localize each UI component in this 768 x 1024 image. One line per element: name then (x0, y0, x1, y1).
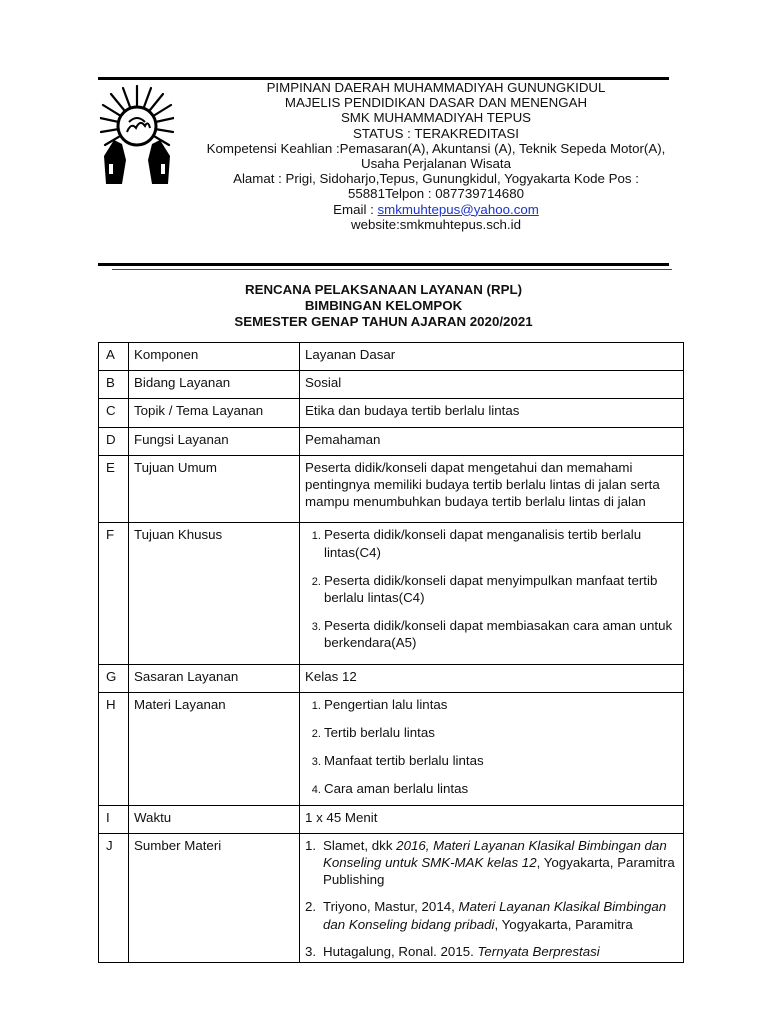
source-title: 2016, Materi Layanan Klasikal Bimbingan dan Konseling untuk SMK-MAK kelas 12 (323, 837, 667, 871)
row-value (300, 523, 684, 664)
list-item: 3. Peserta didik/konseli dapat membiasakan cara aman untuk berkendara(A5) (324, 617, 678, 651)
row-code: C (99, 399, 129, 427)
table-row-materials (99, 692, 684, 805)
row-label: Fungsi Layanan (129, 427, 300, 455)
title-line-1: RENCANA PELAKSANAAN LAYANAN (RPL) (244, 282, 523, 297)
title-line-3: SEMESTER GENAP TAHUN AJARAN 2020/2021 (234, 314, 533, 329)
list-item: 2. Tertib berlalu lintas (324, 724, 678, 741)
row-value: 1 x 45 Menit (300, 805, 684, 833)
letterhead-bottom-thin-rule (112, 269, 672, 270)
source-publisher: , Yogyakarta, Paramitra (494, 916, 633, 932)
table-row-target (99, 664, 684, 692)
row-value: Kelas 12 (300, 664, 684, 692)
table-row-component (99, 343, 684, 371)
row-code: J (99, 833, 129, 962)
list-item (305, 837, 678, 889)
row-code: I (99, 805, 129, 833)
table-row-function (99, 427, 684, 455)
competency-list: Kompetensi Keahlian :Pemasaran(A), Akuntansi (A), Teknik Sepeda Motor(A), Usaha Perjalanan Wisata (206, 140, 666, 172)
row-label: Tujuan Umum (129, 455, 300, 523)
source-publisher: , Yogyakarta, Paramitra Publishing (323, 855, 675, 888)
row-value (300, 833, 684, 962)
row-code: E (99, 455, 129, 523)
table-row-topic (99, 399, 684, 427)
email-line (198, 202, 674, 217)
row-value (300, 692, 684, 805)
row-label: Komponen (129, 343, 300, 371)
organization-name: PIMPINAN DAERAH MUHAMMADIYAH GUNUNGKIDUL (266, 80, 606, 95)
row-label: Bidang Layanan (129, 371, 300, 399)
row-code: A (99, 343, 129, 371)
row-value: Layanan Dasar (300, 343, 684, 371)
source-title: Ternyata Berprestasi (477, 943, 600, 959)
email-link[interactable]: smkmuhtepus@yahoo.com (377, 201, 539, 217)
row-label: Topik / Tema Layanan (129, 399, 300, 427)
list-item: 1. Peserta didik/konseli dapat menganalisis tertib berlalu lintas(C4) (324, 526, 678, 560)
materials-list (305, 696, 678, 798)
row-code: F (99, 523, 129, 664)
row-label: Sasaran Layanan (129, 664, 300, 692)
table-row-general-goal (99, 455, 684, 523)
website: website:smkmuhtepus.sch.id (351, 216, 521, 232)
source-author: Hutagalung, Ronal. 2015. (323, 943, 478, 959)
row-code: G (99, 664, 129, 692)
school-name: SMK MUHAMMADIYAH TEPUS (340, 110, 532, 126)
email-label: Email : (333, 201, 378, 217)
row-label: Tujuan Khusus (129, 523, 300, 664)
sources-list (305, 837, 678, 960)
list-item: 3. Manfaat tertib berlalu lintas (324, 752, 678, 769)
source-author: Slamet, dkk (323, 837, 397, 853)
row-code: H (99, 692, 129, 805)
row-label: Sumber Materi (129, 833, 300, 962)
list-item: 4. Cara aman berlalu lintas (324, 780, 678, 797)
row-value: Etika dan budaya tertib berlalu lintas (300, 399, 684, 427)
list-item: 2. Peserta didik/konseli dapat menyimpulkan manfaat tertib berlalu lintas(C4) (324, 572, 678, 606)
list-item (305, 898, 678, 932)
muhammadiyah-logo-icon (100, 84, 174, 184)
row-value: Pemahaman (300, 427, 684, 455)
council-name: MAJELIS PENDIDIKAN DASAR DAN MENENGAH (284, 95, 588, 111)
list-item (305, 943, 678, 960)
letterhead (198, 80, 674, 232)
row-code: B (99, 371, 129, 399)
row-value: Peserta didik/konseli dapat mengetahui dan memahami pentingnya memiliki budaya tertib berlalu lintas di jalan serta mampu menumbuhkan budaya tertib berlalu lintas di jalan (300, 455, 684, 523)
list-item: 1. Pengertian lalu lintas (324, 696, 678, 713)
row-code: D (99, 427, 129, 455)
accreditation-status: STATUS : TERAKREDITASI (353, 125, 519, 141)
source-number: 1. (305, 837, 317, 853)
row-label: Materi Layanan (129, 692, 300, 805)
source-number: 2. (305, 899, 317, 915)
row-label: Waktu (129, 805, 300, 833)
specific-goals-list (305, 526, 678, 651)
table-row-sources (99, 833, 684, 962)
source-author: Triyono, Mastur, 2014, (323, 899, 459, 915)
document-title (98, 282, 669, 330)
school-address: Alamat : Prigi, Sidoharjo,Tepus, Gunungkidul, Yogyakarta Kode Pos : 55881Telpon : 087739714680 (233, 171, 639, 202)
source-number: 3. (305, 943, 317, 959)
table-row-specific-goals (99, 523, 684, 664)
source-title: Materi Layanan Klasikal Bimbingan dan Konseling bidang pribadi (323, 899, 667, 932)
table-row-time (99, 805, 684, 833)
title-line-2: BIMBINGAN KELOMPOK (304, 298, 463, 313)
letterhead-bottom-rule (98, 263, 669, 266)
row-value: Sosial (300, 371, 684, 399)
rpl-table (98, 342, 684, 963)
table-row-service-field (99, 371, 684, 399)
